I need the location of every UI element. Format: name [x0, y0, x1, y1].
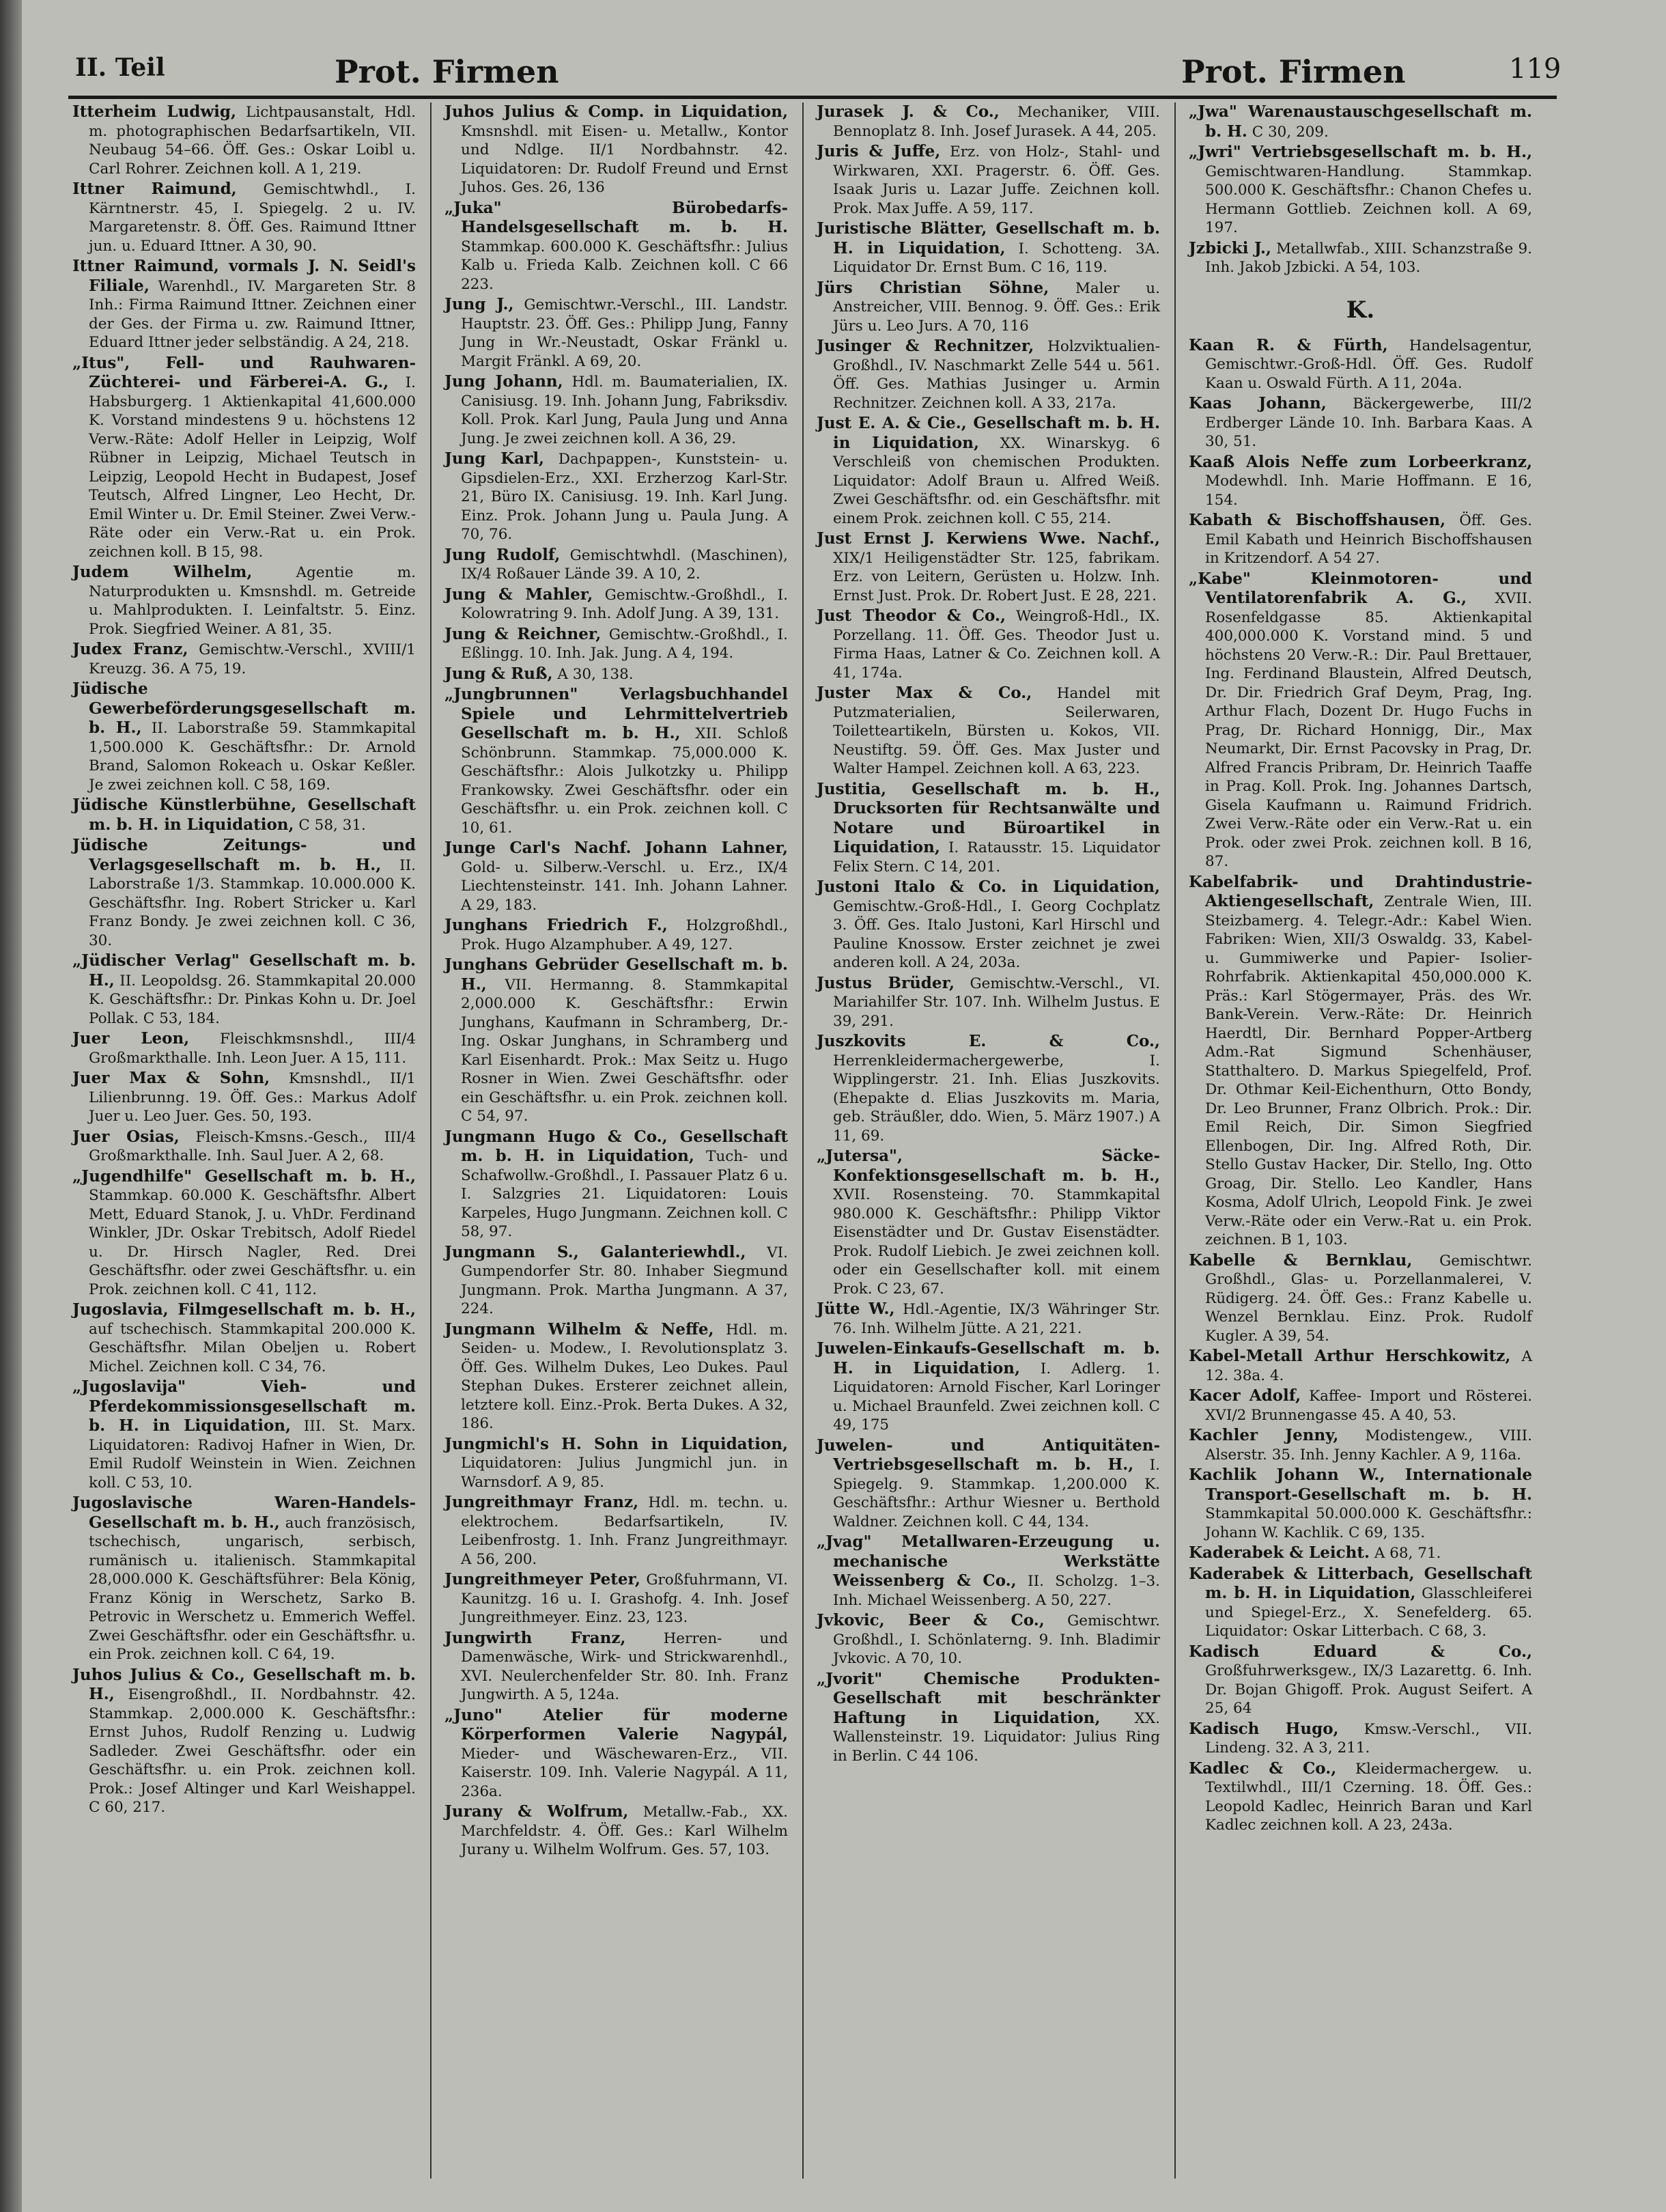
firm-details: Fleisch-Kmsns.-Gesch., III/4 Großmarkthalle. Inh. Saul Juer. A 2, 68.	[89, 1128, 416, 1164]
firm-entry	[817, 1611, 1160, 1668]
firm-name: Just Ernst J. Kerwiens Wwe. Nachf.,	[817, 529, 1160, 548]
firm-details: Handelsagentur, Gemischtwr.-Groß-Hdl. Öff. Ges. Rudolf Kaan u. Oswald Fürth. A 11, 204a.	[1205, 337, 1532, 392]
firm-details: C 58, 31.	[298, 816, 366, 834]
firm-name: Kaderabek & Leicht.	[1189, 1543, 1370, 1562]
firm-entry	[444, 664, 788, 684]
firm-name: „Jwri" Vertriebsgesellschaft m. b. H.,	[1189, 143, 1532, 161]
firm-name: Jusinger & Rechnitzer,	[817, 337, 1034, 355]
firm-entry	[817, 529, 1160, 605]
firm-details: VII. Hermanng. 8. Stammkapital 2,000.000 K. Geschäftsfhr.: Erwin Junghans, Kaufmann in Schramberg, Dr.-Ing. Oskar Junghans, in Schramberg und Karl Eisenhardt. Prok.: Max Seitz u. Hugo Rosner in Wien. Zwei Geschäftsfhr. oder ein Geschäftsfhr. u. ein Prok. zeichnen koll. C 54, 97.	[461, 976, 788, 1125]
firm-entry	[817, 1147, 1160, 1298]
firm-details: Hdl. m. Baumaterialien, IX. Canisiusg. 19. Inh. Johann Jung, Fabriksdiv. Koll. Prok. Karl Jung, Paula Jung und Anna Jung. Je zwei zeichnen koll. A 36, 29.	[461, 374, 788, 447]
firm-name: Juwelen- und Antiquitäten-Vertriebsgesellschaft m. b. H.,	[817, 1436, 1160, 1474]
firm-entry	[1189, 143, 1532, 238]
firm-details: XII. Schloß Schönbrunn. Stammkap. 75,000.000 K. Geschäftsfhr.: Alois Julkotzky u. Philipp Frankowsky. Zwei Geschäftsfhr. oder ein Geschäftsfhr. u. ein Prok. zeichnen koll. C 10, 61.	[461, 725, 788, 837]
firm-details: Lichtpausanstalt, Hdl. m. photographischen Bedarfsartikeln, VII. Neubaug 54–66. Öff. Ges.: Oskar Loibl u. Carl Rohrer. Zeichnen koll. A 1, 219.	[89, 104, 416, 178]
column-divider	[802, 102, 804, 2179]
firm-details: I. Adlerg. 1. Liquidatoren: Arnold Fischer, Karl Loringer u. Michael Braunfeld. Zwei zeichnen koll. C 49, 175	[833, 1360, 1160, 1433]
firm-details: II. Leopoldsg. 26. Stammkapital 20.000 K. Geschäftsfhr.: Dr. Pinkas Kohn u. Dr. Joel Pollak. C 53, 184.	[89, 972, 416, 1027]
firm-name: Justitia, Gesellschaft m. b. H., Drucksorten für Rechtsanwälte und Notare und Büroartikel in Liquidation,	[817, 779, 1160, 856]
firm-details: Holzviktualien-Großhdl., IV. Naschmarkt Zelle 544 u. 561. Öff. Ges. Mathias Jusinger u. Armin Rechnitzer. Zeichnen koll. A 33, 217a.	[833, 338, 1160, 412]
firm-entry	[444, 585, 788, 624]
firm-details: Metallwfab., XIII. Schanzstraße 9. Inh. Jakob Jzbicki. A 54, 103.	[1205, 240, 1532, 276]
firm-details: Kleidermachergew. u. Textilwhdl., III/1 Czerning. 18. Öff. Ges.: Leopold Kadlec, Heinrich Baran und Karl Kadlec zeichnen koll. A 23, 243a.	[1205, 1760, 1533, 1834]
firm-name: Juhos Julius & Comp. in Liquidation,	[444, 102, 788, 121]
firm-entry	[1189, 1759, 1532, 1835]
firm-details: Gemischtwhdl. (Maschinen), IX/4 Roßauer Lände 39. A 10, 2.	[461, 546, 788, 583]
firm-name: Kaderabek & Litterbach, Gesellschaft m. b. H. in Liquidation,	[1189, 1564, 1532, 1602]
firm-details: Eisengroßhdl., II. Nordbahnstr. 42. Stammkap. 2,000.000 K. Geschäftsfhr.: Ernst Juhos, Rudolf Renzing u. Ludwig Sadleder. Zwei Geschäftsfhr. oder ein Geschäftsfhr. u. ein Prok. zeichnen koll. Prok.: Josef Altinger und Karl Weishappel. C 60, 217.	[89, 1686, 416, 1816]
firm-name: Jung Rudolf,	[444, 545, 561, 564]
firm-details: I. Schotteng. 3A. Liquidator Dr. Ernst Bum. C 16, 119.	[833, 240, 1160, 276]
firm-entry	[1189, 1543, 1532, 1563]
firm-details: auch französisch, tschechisch, ungarisch, serbisch, rumänisch u. italienisch. Stammkapital 28,000.000 K. Geschäftsführer: Bela König, Franz König in Werschetz, Sarko B. Petrovic in Werschetz u. Emmerich Weffel. Zwei Geschäftsfhr. oder ein Geschäftsfhr. u. ein Prok. zeichnen koll. C 64, 19.	[89, 1514, 416, 1663]
right-running-title: Prot. Firmen	[1181, 53, 1406, 90]
firm-entry	[1189, 239, 1532, 277]
firm-details: A 12. 38a. 4.	[1205, 1348, 1532, 1384]
firm-details: Modewhdl. Inh. Marie Hoffmann. E 16, 154.	[1205, 473, 1532, 509]
firm-details: Gemischtwhdl., I. Kärntnerstr. 45, I. Spiegelg. 2 u. IV. Margaretenstr. 8. Öff. Ges. Raimund Ittner jun. u. Eduard Ittner. A 30, 90.	[89, 181, 416, 255]
firm-entry	[72, 640, 416, 678]
firm-entry	[1189, 1565, 1532, 1641]
firm-name: Jurasek J. & Co.,	[817, 102, 1000, 121]
firm-details: Erz. von Holz-, Stahl- und Wirkwaren, XXI. Pragerstr. 6. Öff. Ges. Isaak Juris u. Lazar Juffe. Zeichnen koll. Prok. Max Juffe. A 59, 117.	[833, 143, 1160, 217]
firm-details: Warenhdl., IV. Margareten Str. 8 Inh.: Firma Raimund Ittner. Zeichnen einer der Ges. der Firma u. zw. Raimund Ittner, Eduard Ittner jeder selbständig. A 24, 218.	[89, 277, 416, 351]
firm-details: XX. Wallensteinstr. 19. Liquidator: Julius Ring in Berlin. C 44 106.	[833, 1709, 1160, 1765]
column-divider	[1174, 102, 1176, 2179]
firm-details: XVII. Rosensteing. 70. Stammkapital 980.000 K. Geschäftsfhr.: Philipp Viktor Eisenstädter und Dr. Gustav Eisenstädter. Prok. Rudolf Liebich. Je zwei zeichnen koll. oder ein Gesellschafter koll. mit einem Prok. C 23, 67.	[833, 1186, 1160, 1298]
firm-details: Liquidatoren: Julius Jungmichl jun. in Warnsdorf. A 9, 85.	[461, 1455, 788, 1491]
firm-entry	[1189, 511, 1532, 568]
firm-entry	[444, 1802, 788, 1860]
firm-name: Jüdische Gewerbeförderungsgesellschaft m. b. H.,	[72, 680, 416, 737]
firm-details: Glasschleiferei und Spiegel-Erz., X. Senefelderg. 65. Liquidator: Oskar Litterbach. C 68, 3.	[1205, 1585, 1532, 1640]
firm-details: Stammkap. 60.000 K. Geschäftsfhr. Albert Mett, Eduard Stanok, J. u. VhDr. Ferdinand Winkler, JDr. Oskar Trebitsch, Adolf Riedel u. Dr. Hirsch Nagler, Red. Drei Geschäftsfhr. oder zwei Geschäftsfhr. u. ein Prok. zeichnen koll. C 41, 112.	[89, 1187, 416, 1298]
firm-name: Jungmann Hugo & Co., Gesellschaft m. b. H. in Liquidation,	[444, 1127, 788, 1165]
firm-entry	[72, 1128, 416, 1166]
firm-entry	[817, 102, 1160, 141]
firm-details: Mechaniker, VIII. Bennoplatz 8. Inh. Josef Jurasek. A 44, 205.	[833, 104, 1161, 140]
firm-entry	[817, 1032, 1160, 1145]
firm-entry	[444, 839, 788, 914]
firm-name: Juszkovits E. & Co.,	[817, 1032, 1160, 1050]
firm-details: Holzgroßhdl., Prok. Hugo Alzamphuber. A 49, 127.	[461, 917, 788, 953]
firm-name: Jung & Ruß,	[444, 664, 553, 683]
firm-name: Kabelfabrik- und Drahtindustrie-Aktiengesellschaft,	[1189, 872, 1532, 910]
firm-details: Kmsnshdl., II/1 Lilienbrunng. 19. Öff. Ges.: Markus Adolf Juer u. Leo Juer. Ges. 50, 193.	[89, 1070, 416, 1125]
left-running-title: Prot. Firmen	[335, 53, 559, 90]
firm-name: Jungmann S., Galanteriewhdl.,	[444, 1242, 746, 1261]
firm-details: Kmsnshdl. mit Eisen- u. Metallw., Kontor und Ndlge. II/1 Nordbahnstr. 42. Liquidatoren: Dr. Rudolf Freund und Ernst Juhos. Ges. 26, 136	[461, 122, 788, 196]
firm-name: Jugoslavische Waren-Handels-Gesellschaft m. b. H.,	[72, 1494, 416, 1532]
firm-entry	[72, 180, 416, 255]
firm-entry	[1189, 1720, 1532, 1758]
firm-details: Agentie m. Naturprodukten u. Kmsnshdl. m. Getreide u. Mahlprodukten. I. Leinfaltstr. 5. Einz. Prok. Siegfried Weiner. A 81, 35.	[89, 564, 416, 638]
firm-entry	[444, 1706, 788, 1802]
firm-entry	[444, 449, 788, 544]
firm-name: Jungreithmayr Franz,	[444, 1493, 639, 1511]
firm-details: II. Laborstraße 59. Stammkapital 1,500.000 K. Geschäftsfhr.: Dr. Arnold Brand, Salomon Rokeach u. Oskar Keßler. Je zwei zeichnen koll. C 58, 169.	[89, 720, 416, 794]
firm-entry	[444, 199, 788, 294]
firm-details: Bäckergewerbe, III/2 Erdberger Lände 10. Inh. Barbara Kaas. A 30, 51.	[1205, 395, 1532, 450]
firm-details: Gemischtwr.-Verschl., III. Landstr. Hauptstr. 23. Öff. Ges.: Philipp Jung, Fanny Jung in Wr.-Neustadt, Oskar Fränkl u. Margit Fränkl. A 69, 20.	[461, 296, 788, 370]
firm-entry	[72, 1029, 416, 1067]
firm-details: Hdl. m. Seiden- u. Modew., I. Revolutionsplatz 3. Öff. Ges. Wilhelm Dukes, Leo Dukes. Paul Stephan Dukes. Ersterer zeichnet allein, letztere koll. Einz.-Prok. Berta Dukes. A 32, 186.	[461, 1321, 788, 1432]
firm-entry	[444, 372, 788, 448]
firm-details: Handel mit Putzmaterialien, Seilerwaren, Toiletteartikeln, Bürsten u. Kokos, VII. Neustiftg. 59. Öff. Ges. Max Juster und Walter Hampel. Zeichnen koll. A 63, 223.	[833, 685, 1160, 777]
firm-details: I. Ratausstr. 15. Liquidator Felix Stern. C 14, 201.	[833, 839, 1160, 876]
firm-name: Kachler Jenny,	[1189, 1426, 1339, 1444]
firm-details: Mieder- und Wäschewaren-Erz., VII. Kaiserstr. 109. Inh. Valerie Nagypál. A 11, 236a.	[461, 1745, 788, 1800]
firm-entry	[1189, 1466, 1532, 1542]
firm-details: Herren- und Damenwäsche, Wirk- und Strickwarenhdl., XVI. Neulerchenfelder Str. 80. Inh. Franz Jungwirth. A 5, 124a.	[461, 1629, 788, 1703]
firm-details: Gemischtwr. Großhdl., Glas- u. Porzellanmalerei, V. Rüdigerg. 24. Öff. Ges.: Franz Kabelle u. Wenzel Bernklau. Einz. Prok. Rudolf Kugler. A 39, 54.	[1205, 1252, 1532, 1345]
firm-details: XIX/1 Heiligenstädter Str. 125, fabrikam. Erz. von Leitern, Gerüsten u. Holzw. Inh. Ernst Just. Prok. Dr. Robert Just. E 28, 221.	[833, 549, 1160, 604]
firm-entry	[1189, 1426, 1532, 1464]
firm-entry	[817, 1339, 1160, 1435]
firm-details: Zentrale Wien, III. Steizbamerg. 4. Telegr.-Adr.: Kabel Wien. Fabriken: Wien, XII/3 Oswaldg. 33, Kabel- u. Gummiwerke und Papier- Isolier- Rohrfabrik. Aktienkapital 450,000.000 K. Präs.: Karl Stögermayer, Präs. des Wr. Bank-Verein. Verw.-Räte: Dr. Heinrich Haerdtl, Dir. Bernhard Popper-Artberg Adm.-Rat Sigmund Schenhäuser, Statthaltero. D. Markus Spiegelfeld, Prof. Dr. Othmar Keil-Eichenthurn, Otto Bondy, Dr. Leo Brunner, Franz Olbrich. Prok.: Dir. Emil Reich, Dir. Simon Siegfried Ellenbogen, Dir. Ing. Alfred Roth, Dir. Stello Gustav Hacker, Dir. Stello, Ing. Otto Groag, Dir. Stello. Leo Kandler, Hans Kosma, Adolf Ulrich, Leopold Fink. Je zwei Verw.-Räte oder ein Verw.-Rat u. ein Prok. zeichnen. B 1, 103.	[1205, 893, 1532, 1248]
firm-details: Gemischtw.-Großhdl., I. Eßlingg. 10. Inh. Jak. Jung. A 4, 194.	[461, 626, 788, 662]
firm-details: I. Spiegelg. 9. Stammkap. 1,200.000 K. Geschäftsfhr.: Arthur Wiesner u. Berthold Waldner. Zeichnen koll. C 44, 134.	[833, 1457, 1160, 1530]
firm-details: A 30, 138.	[557, 665, 634, 683]
firm-details: Maler u. Anstreicher, VIII. Bennog. 9. Öff. Ges.: Erik Jürs u. Leo Jurs. A 70, 116	[833, 279, 1160, 335]
firm-entry	[72, 951, 416, 1028]
firm-name: „Juno" Atelier für moderne Körperformen Valerie Nagypál,	[444, 1705, 788, 1744]
page-header	[61, 48, 1562, 102]
firm-entry	[817, 1436, 1160, 1532]
firm-entry	[817, 684, 1160, 779]
firm-entry	[72, 1494, 416, 1664]
firm-name: Juer Osias,	[72, 1127, 180, 1146]
firm-name: Kaas Johann,	[1189, 394, 1327, 412]
firm-entry	[444, 1320, 788, 1433]
firm-entry	[444, 1493, 788, 1569]
column-4	[1185, 102, 1536, 2179]
firm-details: Gemischtw.-Verschl., VI. Mariahilfer Str. 107. Inh. Wilhelm Justus. E 39, 291.	[833, 975, 1160, 1030]
firm-details: Weingroß-Hdl., IX. Porzellang. 11. Öff. Ges. Theodor Just u. Firma Haas, Latner & Co. Zeichnen koll. A 41, 174a.	[833, 608, 1160, 682]
firm-entry	[444, 955, 788, 1126]
firm-entry	[444, 1128, 788, 1242]
firm-name: Kadisch Eduard & Co.,	[1189, 1642, 1532, 1661]
firm-details: Hdl. m. techn. u. elektrochem. Bedarfsartikeln, IV. Leibenfrostg. 1. Inh. Franz Jungreithmayr. A 56, 200.	[461, 1494, 788, 1568]
firm-details: Hdl.-Agentie, IX/3 Währinger Str. 76. Inh. Wilhelm Jütte. A 21, 221.	[833, 1301, 1160, 1337]
firm-name: Jungmann Wilhelm & Neffe,	[444, 1319, 714, 1339]
firm-details: II. Laborstraße 1/3. Stammkap. 10.000.000 K. Geschäftsfhr. Ing. Robert Stricker u. Karl Franz Bondy. Je zwei zeichnen koll. C 36, 30.	[89, 856, 416, 949]
firm-entry	[72, 1377, 416, 1492]
firm-name: Justus Brüder,	[817, 973, 955, 992]
firm-entry	[817, 974, 1160, 1031]
firm-details: Stammkap. 600.000 K. Geschäftsfhr.: Julius Kalb u. Frieda Kalb. Zeichnen koll. C 66 223.	[461, 238, 788, 293]
firm-details: Großfuhrwerksgew., IX/3 Lazarettg. 6. Inh. Dr. Bojan Ghigoff. Prok. August Seifert. A 25, 64	[1205, 1662, 1532, 1717]
firm-name: Junghans Friedrich F.,	[444, 916, 668, 934]
firm-name: Jung & Mahler,	[444, 585, 593, 604]
firm-name: Juster Max & Co.,	[817, 684, 1032, 702]
firm-name: Kabelle & Bernklau,	[1189, 1250, 1413, 1270]
part-label: II. Teil	[75, 53, 165, 82]
firm-name: „Jwa" Warenaustauschgesellschaft m. b. H.	[1189, 102, 1532, 141]
firm-name: Jung & Reichner,	[444, 624, 602, 643]
firm-details: Kmsw.-Verschl., VII. Lindeng. 32. A 3, 211.	[1205, 1720, 1532, 1756]
firm-name: Kabath & Bischoffshausen,	[1189, 511, 1446, 529]
firm-name: Junghans Gebrüder Gesellschaft m. b. H.,	[444, 955, 788, 994]
firm-details: Gemischtw.-Verschl., XVIII/1 Kreuzg. 36. A 75, 19.	[89, 641, 416, 677]
firm-name: Juwelen-Einkaufs-Gesellschaft m. b. H. in Liquidation,	[817, 1339, 1160, 1377]
firm-entry	[444, 102, 788, 197]
firm-details: III. St. Marx. Liquidatoren: Radivoj Hafner in Wien, Dr. Emil Rudolf Weinstein in Wien. Zeichnen koll. C 53, 10.	[89, 1418, 416, 1492]
firm-name: Juhos Julius & Co., Gesellschaft m. b. H.,	[72, 1665, 416, 1703]
firm-entry	[1189, 102, 1532, 141]
firm-name: Junge Carl's Nachf. Johann Lahner,	[444, 839, 788, 857]
firm-name: Ittner Raimund,	[72, 180, 237, 198]
firm-entry	[72, 102, 416, 178]
firm-name: „Jvag" Metallwaren-Erzeugung u. mechanische Werkstätte Weissenberg & Co.,	[817, 1532, 1160, 1590]
firm-entry	[817, 1532, 1160, 1610]
firm-name: Jüdische Zeitungs- und Verlagsgesellschaft m. b. H.,	[72, 836, 416, 874]
firm-name: Jürs Christian Söhne,	[817, 278, 1049, 297]
firm-entry	[817, 1300, 1160, 1338]
page-number: 119	[1509, 53, 1562, 85]
firm-entry	[817, 414, 1160, 528]
firm-details: Öff. Ges. Emil Kabath und Heinrich Bischoffshausen in Kritzendorf. A 54 27.	[1205, 512, 1532, 567]
firm-entry	[72, 836, 416, 950]
firm-entry	[72, 1069, 416, 1126]
firm-name: Jung Johann,	[444, 372, 563, 391]
firm-entry	[72, 680, 416, 794]
firm-name: Kaaß Alois Neffe zum Lorbeerkranz,	[1189, 452, 1532, 471]
firm-name: Jugoslavia, Filmgesellschaft m. b. H.,	[72, 1300, 416, 1319]
firm-details: Gemischtwaren-Handlung. Stammkap. 500.000 K. Geschäftsfhr.: Chanon Chefes u. Hermann Gottlieb. Zeichnen koll. A 69, 197.	[1205, 163, 1532, 236]
firm-name: Itterheim Ludwig,	[72, 102, 237, 121]
firm-entry	[444, 916, 788, 954]
column-3	[813, 102, 1164, 2179]
firm-entry	[1189, 873, 1532, 1250]
firm-entry	[444, 1629, 788, 1705]
firm-name: Kadisch Hugo,	[1189, 1719, 1339, 1738]
firm-details: Tuch- und Schafwollw.-Großhdl., I. Passauer Platz 6 u. I. Salzgries 21. Liquidatoren: Louis Karpeles, Hugo Jungmann. Zeichnen koll. C 58, 97.	[461, 1148, 788, 1240]
firm-entry	[444, 1243, 788, 1319]
firm-name: „Jungbrunnen" Verlagsbuchhandel Spiele und Lehrmittelvertrieb Gesellschaft m. b. H.,	[444, 685, 788, 742]
firm-name: Juer Leon,	[72, 1029, 190, 1048]
firm-name: Kacer Adolf,	[1189, 1386, 1301, 1405]
firm-name: „Kabe" Kleinmotoren- und Ventilatorenfabrik A. G.,	[1189, 569, 1532, 607]
firm-name: Jütte W.,	[817, 1300, 895, 1318]
firm-details: Gemischtwr. Großhdl., I. Schönlaterng. 9. Inh. Bladimir Jvkovic. A 70, 10.	[833, 1612, 1160, 1667]
firm-entry	[72, 1300, 416, 1376]
firm-entry	[72, 257, 416, 352]
firm-entry	[72, 354, 416, 562]
firm-name: Kadlec & Co.,	[1189, 1759, 1337, 1778]
page-edge-shadow	[0, 0, 22, 2212]
firm-name: Jungmichl's H. Sohn in Liquidation,	[444, 1434, 788, 1453]
firm-name: Jung Karl,	[444, 449, 545, 468]
firm-name: Jzbicki J.,	[1189, 238, 1271, 257]
firm-name: Kabel-Metall Arthur Herschkowitz,	[1189, 1347, 1511, 1365]
firm-details: II. Scholzg. 1–3. Inh. Michael Weissenberg. A 50, 227.	[833, 1573, 1161, 1609]
firm-entry	[72, 796, 416, 835]
firm-details: Fleischkmsnshdl., III/4 Großmarkthalle. Inh. Leon Juer. A 15, 111.	[89, 1031, 416, 1067]
firm-name: Ittner Raimund, vormals J. N. Seidl's Filiale,	[72, 257, 416, 295]
firm-name: Judem Wilhelm,	[72, 563, 253, 581]
firm-details: Kaffee- Import und Rösterei. XVI/2 Brunnengasse 45. A 40, 53.	[1205, 1388, 1532, 1424]
firm-details: Herrenkleidermachergewerbe, I. Wipplingerstr. 21. Inh. Elias Juszkovits. (Ehepakte d. Elias Juszkovits m. Maria, geb. Sträußler, ddo. Wien, 5. März 1907.) A 11, 69.	[833, 1052, 1160, 1145]
firm-name: Juris & Juffe,	[817, 142, 941, 160]
firm-name: Juristische Blätter, Gesellschaft m. b. H. in Liquidation,	[817, 219, 1160, 257]
firm-entry	[72, 1666, 416, 1817]
firm-entry	[72, 1167, 416, 1300]
firm-entry	[817, 878, 1160, 972]
firm-details: Gemischtw.-Groß-Hdl., I. Georg Cochplatz 3. Öff. Ges. Italo Justoni, Karl Hirschl und Pauline Knossow. Erster zeichnet je zwei anderen koll. A 24, 203a.	[833, 897, 1160, 971]
firm-name: Kaan R. & Fürth,	[1189, 335, 1388, 354]
firm-entry	[1189, 1251, 1532, 1346]
firm-details: Großfuhrmann, VI. Kaunitzg. 16 u. I. Grashofg. 4. Inh. Josef Jungreithmeyer. Einz. 23, 123.	[461, 1571, 788, 1626]
firm-entry	[1189, 453, 1532, 510]
firm-entry	[444, 1435, 788, 1492]
column-divider	[430, 102, 432, 2179]
firm-name: Kachlik Johann W., Internationale Transport-Gesellschaft m. b. H.	[1189, 1466, 1532, 1504]
firm-details: XX. Winarskyg. 6 Verschleiß von chemischen Produkten. Liquidator: Adolf Braun u. Alfred Weiß. Zwei Geschäftsfhr. od. ein Geschäftsfhr. mit einem Prok. zeichnen koll. C 55, 214.	[833, 434, 1161, 527]
firm-details: Gold- u. Silberw.-Verschl. u. Erz., IX/4 Liechtensteinstr. 141. Inh. Johann Lahner. A 29, 183.	[461, 858, 788, 914]
firm-details: Dachpappen-, Kunststein- u. Gipsdielen-Erz., XXI. Erzherzog Karl-Str. 21, Büro IX. Canisiusg. 19. Inh. Karl Jung. Einz. Prok. Johann Jung u. Paula Jung. A 70, 76.	[461, 451, 788, 543]
firm-entry	[817, 142, 1160, 218]
firm-name: Juer Max & Sohn,	[72, 1069, 270, 1087]
firm-entry	[1189, 336, 1532, 393]
firm-name: „Jvorit" Chemische Produkten-Gesellschaft mit beschränkter Haftung in Liquidation,	[817, 1669, 1160, 1727]
firm-entry	[817, 279, 1160, 336]
firm-details: VI. Gumpendorfer Str. 80. Inhaber Siegmund Jungmann. Prok. Martha Jungmann. A 37, 224.	[461, 1244, 789, 1317]
firm-details: auf tschechisch. Stammkapital 200.000 K. Geschäftsfhr. Milan Obeljen u. Robert Michel. Zeichnen koll. C 34, 76.	[89, 1320, 416, 1375]
firm-name: Just Theodor & Co.,	[817, 606, 1006, 625]
firm-entry	[817, 1670, 1160, 1766]
firm-details: Modistengew., VIII. Alserstr. 35. Inh. Jenny Kachler. A 9, 116a.	[1205, 1427, 1532, 1464]
firm-name: „Itus", Fell- und Rauhwaren-Züchterei- und Färberei-A. G.,	[72, 353, 416, 391]
firm-details: Gemischtw.-Großhdl., I. Kolowratring 9. Inh. Adolf Jung. A 39, 131.	[461, 586, 788, 622]
firm-details: Metallw.-Fab., XX. Marchfeldstr. 4. Öff. Ges.: Karl Wilhelm Jurany u. Wilhelm Wolfrum. Ges. 57, 103.	[461, 1804, 788, 1858]
firm-entry	[444, 625, 788, 663]
firm-details: A 68, 71.	[1374, 1545, 1441, 1562]
firm-name: Jvkovic, Beer & Co.,	[817, 1611, 1045, 1629]
firm-entry	[817, 337, 1160, 412]
firm-details: XVII. Rosenfeldgasse 85. Aktienkapital 400,000.000 K. Vorstand mind. 5 und höchstens 20 Verw.-R.: Dir. Paul Brettauer, Ing. Ferdinand Blaustein, Alfred Deutsch, Dr. Dir. Friedrich Graf Deym, Prag, Ing. Arthur Flach, Dozent Dr. Hugo Fuchs in Prag, Dr. Richard Honnigg, Dir., Max Neumarkt, Dir. Ernst Pacovsky in Prag, Dr. Alfred Francis Pribram, Dr. Heinrich Taaffe in Prag. Koll. Prok. Ing. Johannes Dartsch, Gisela Kaufmann u. Raimund Fridrich. Zwei Verw.-Räte oder ein Verw.-Rat u. ein Prok. oder zwei Prok. zeichnen koll. B 16, 87.	[1205, 590, 1532, 870]
firm-name: Jüdische Künstlerbühne, Gesellschaft m. b. H. in Liquidation,	[72, 796, 416, 834]
firm-entry	[1189, 570, 1532, 871]
firm-name: „Jutersa", Säcke-Konfektionsgesellschaft m. b. H.,	[817, 1147, 1160, 1185]
firm-entry	[817, 606, 1160, 682]
firm-name: Judex Franz,	[72, 640, 188, 658]
firm-name: „Juka" Bürobedarfs-Handelsgesellschaft m. b. H.	[444, 198, 788, 236]
firm-entry	[1189, 1642, 1532, 1718]
firm-name: Jungreithmeyer Peter,	[444, 1570, 640, 1588]
firm-name: „Jugoslavija" Vieh- und Pferdekommissionsgesellschaft m. b. H. in Liquidation,	[72, 1377, 416, 1435]
firm-name: Jung J.,	[444, 295, 514, 313]
firm-entry	[817, 780, 1160, 877]
firm-entry	[72, 563, 416, 639]
firm-name: Jurany & Wolfrum,	[444, 1802, 629, 1821]
firm-name: Just E. A. & Cie., Gesellschaft m. b. H. in Liquidation,	[817, 414, 1160, 452]
firm-entry	[1189, 1347, 1532, 1385]
firm-entry	[1189, 394, 1532, 451]
firm-details: C 30, 209.	[1252, 123, 1329, 141]
firm-name: Jungwirth Franz,	[444, 1628, 626, 1647]
firm-name: „Jugendhilfe" Gesellschaft m. b. H.,	[72, 1166, 416, 1186]
column-1	[68, 102, 420, 2179]
header-rule	[68, 96, 1557, 99]
firm-details: Stammkapital 50.000.000 K. Geschäftsfhr.: Johann W. Kachlik. C 69, 135.	[1205, 1505, 1532, 1541]
firm-entry	[817, 219, 1160, 277]
firm-entry	[444, 685, 788, 837]
firm-name: „Jüdischer Verlag" Gesellschaft m. b. H.,	[72, 951, 416, 990]
firm-details: I. Habsburgerg. 1 Aktienkapital 41,600.000 K. Vorstand mindestens 9 u. höchstens 12 Verw.-Räte: Adolf Heller in Leipzig, Wolf Rübner in Leipzig, Michael Teutsch in Leipzig, Leopold Hecht in Budapest, Josef Teutsch, Alfred Lingner, Leo Hecht, Dr. Emil Winter u. Dr. Emil Steiner. Zwei Verw.-Räte oder ein Verw.-Rat u. ein Prok. zeichnen koll. B 15, 98.	[89, 374, 416, 561]
section-letter: K.	[1346, 296, 1375, 324]
directory-columns	[68, 102, 1557, 2179]
firm-entry	[444, 295, 788, 371]
firm-name: Justoni Italo & Co. in Liquidation,	[817, 878, 1160, 896]
firm-entry	[444, 546, 788, 584]
firm-entry	[444, 1570, 788, 1627]
firm-entry	[1189, 1386, 1532, 1425]
column-2	[440, 102, 792, 2179]
